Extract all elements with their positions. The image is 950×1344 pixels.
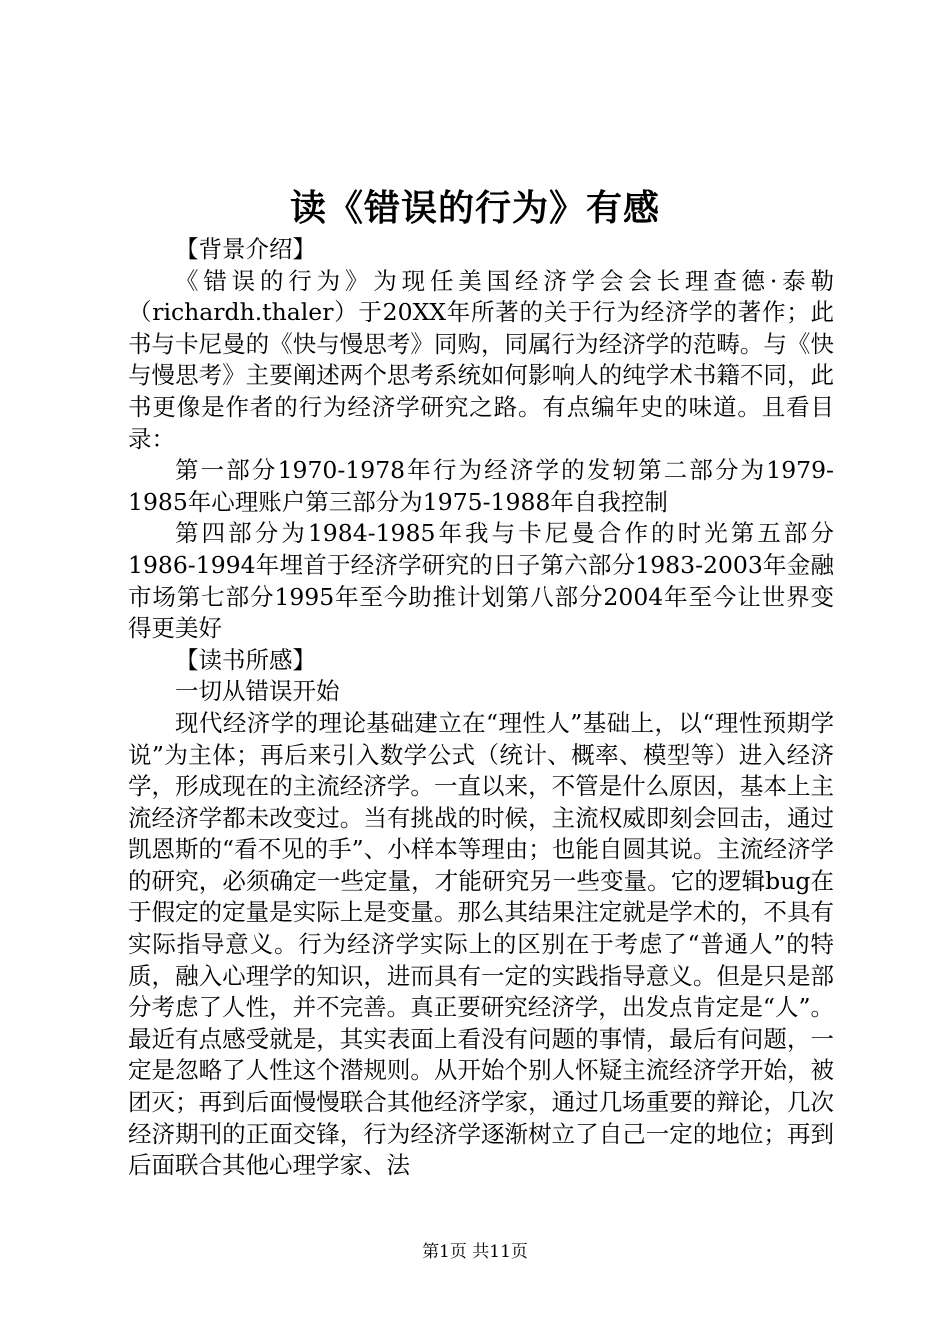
page-title: 读《错误的行为》有感 [289, 187, 660, 229]
paragraph-intro: 《错误的行为》为现任美国经济学会会长理查德·泰勒（richardh.thaler）于20XX年所著的关于行为经济学的著作；此书与卡尼曼的《快与慢思考》同购，同属行为经济学的范畴。与《快与慢思考》主要阐述两个思考系统如何影响人的纯学术书籍不同，此书更像是作者的行为经济学研究之路。有点编年史的味道。且看目录： [128, 266, 834, 453]
page-footer: 第1页 共11页 [422, 1242, 528, 1262]
paragraph-toc-part1: 第一部分1970-1978年行为经济学的发轫第二部分为1979-1985年心理账户第三部分为1975-1988年自我控制 [128, 456, 834, 516]
document-body [128, 234, 834, 1182]
paragraph-toc-part2: 第四部分为1984-1985年我与卡尼曼合作的时光第五部分1986-1994年埋首于经济学研究的日子第六部分1983-2003年金融市场第七部分1995年至今助推计划第八部分2004年至今让世界变得更美好 [128, 519, 834, 643]
section-heading-background: 【背景介绍】 [175, 235, 316, 263]
paragraph-main-argument: 现代经济学的理论基础建立在“理性人”基础上，以“理性预期学说”为主体；再后来引入数学公式（统计、概率、模型等）进入经济学，形成现在的主流经济学。一直以来，不管是什么原因，基本上主流经济学都未改变过。当有挑战的时候，主流权威即刻会回击，通过凯恩斯的“看不见的手”、小样本等理由；也能自圆其说。主流经济学的研究，必须确定一些定量，才能研究另一些变量。它的逻辑bug在于假定的定量是实际上是变量。那么其结果注定就是学术的，不具有实际指导意义。行为经济学实际上的区别在于考虑了“普通人”的特质，融入心理学的知识，进而具有一定的实践指导意义。但是只是部分考虑了人性，并不完善。真正要研究经济学，出发点肯定是“人”。最近有点感受就是，其实表面上看没有问题的事情，最后有问题，一定是忽略了人性这个潜规则。从开始个别人怀疑主流经济学开始，被团灭；再到后面慢慢联合其他经济学家，通过几场重要的辩论，几次经济期刊的正面交锋，行为经济学逐渐树立了自己一定的地位；再到后面联合其他心理学家、法 [128, 708, 834, 1180]
section-heading-reflections: 【读书所感】 [175, 645, 316, 674]
subheading-start-from-error: 一切从错误开始 [175, 677, 340, 706]
